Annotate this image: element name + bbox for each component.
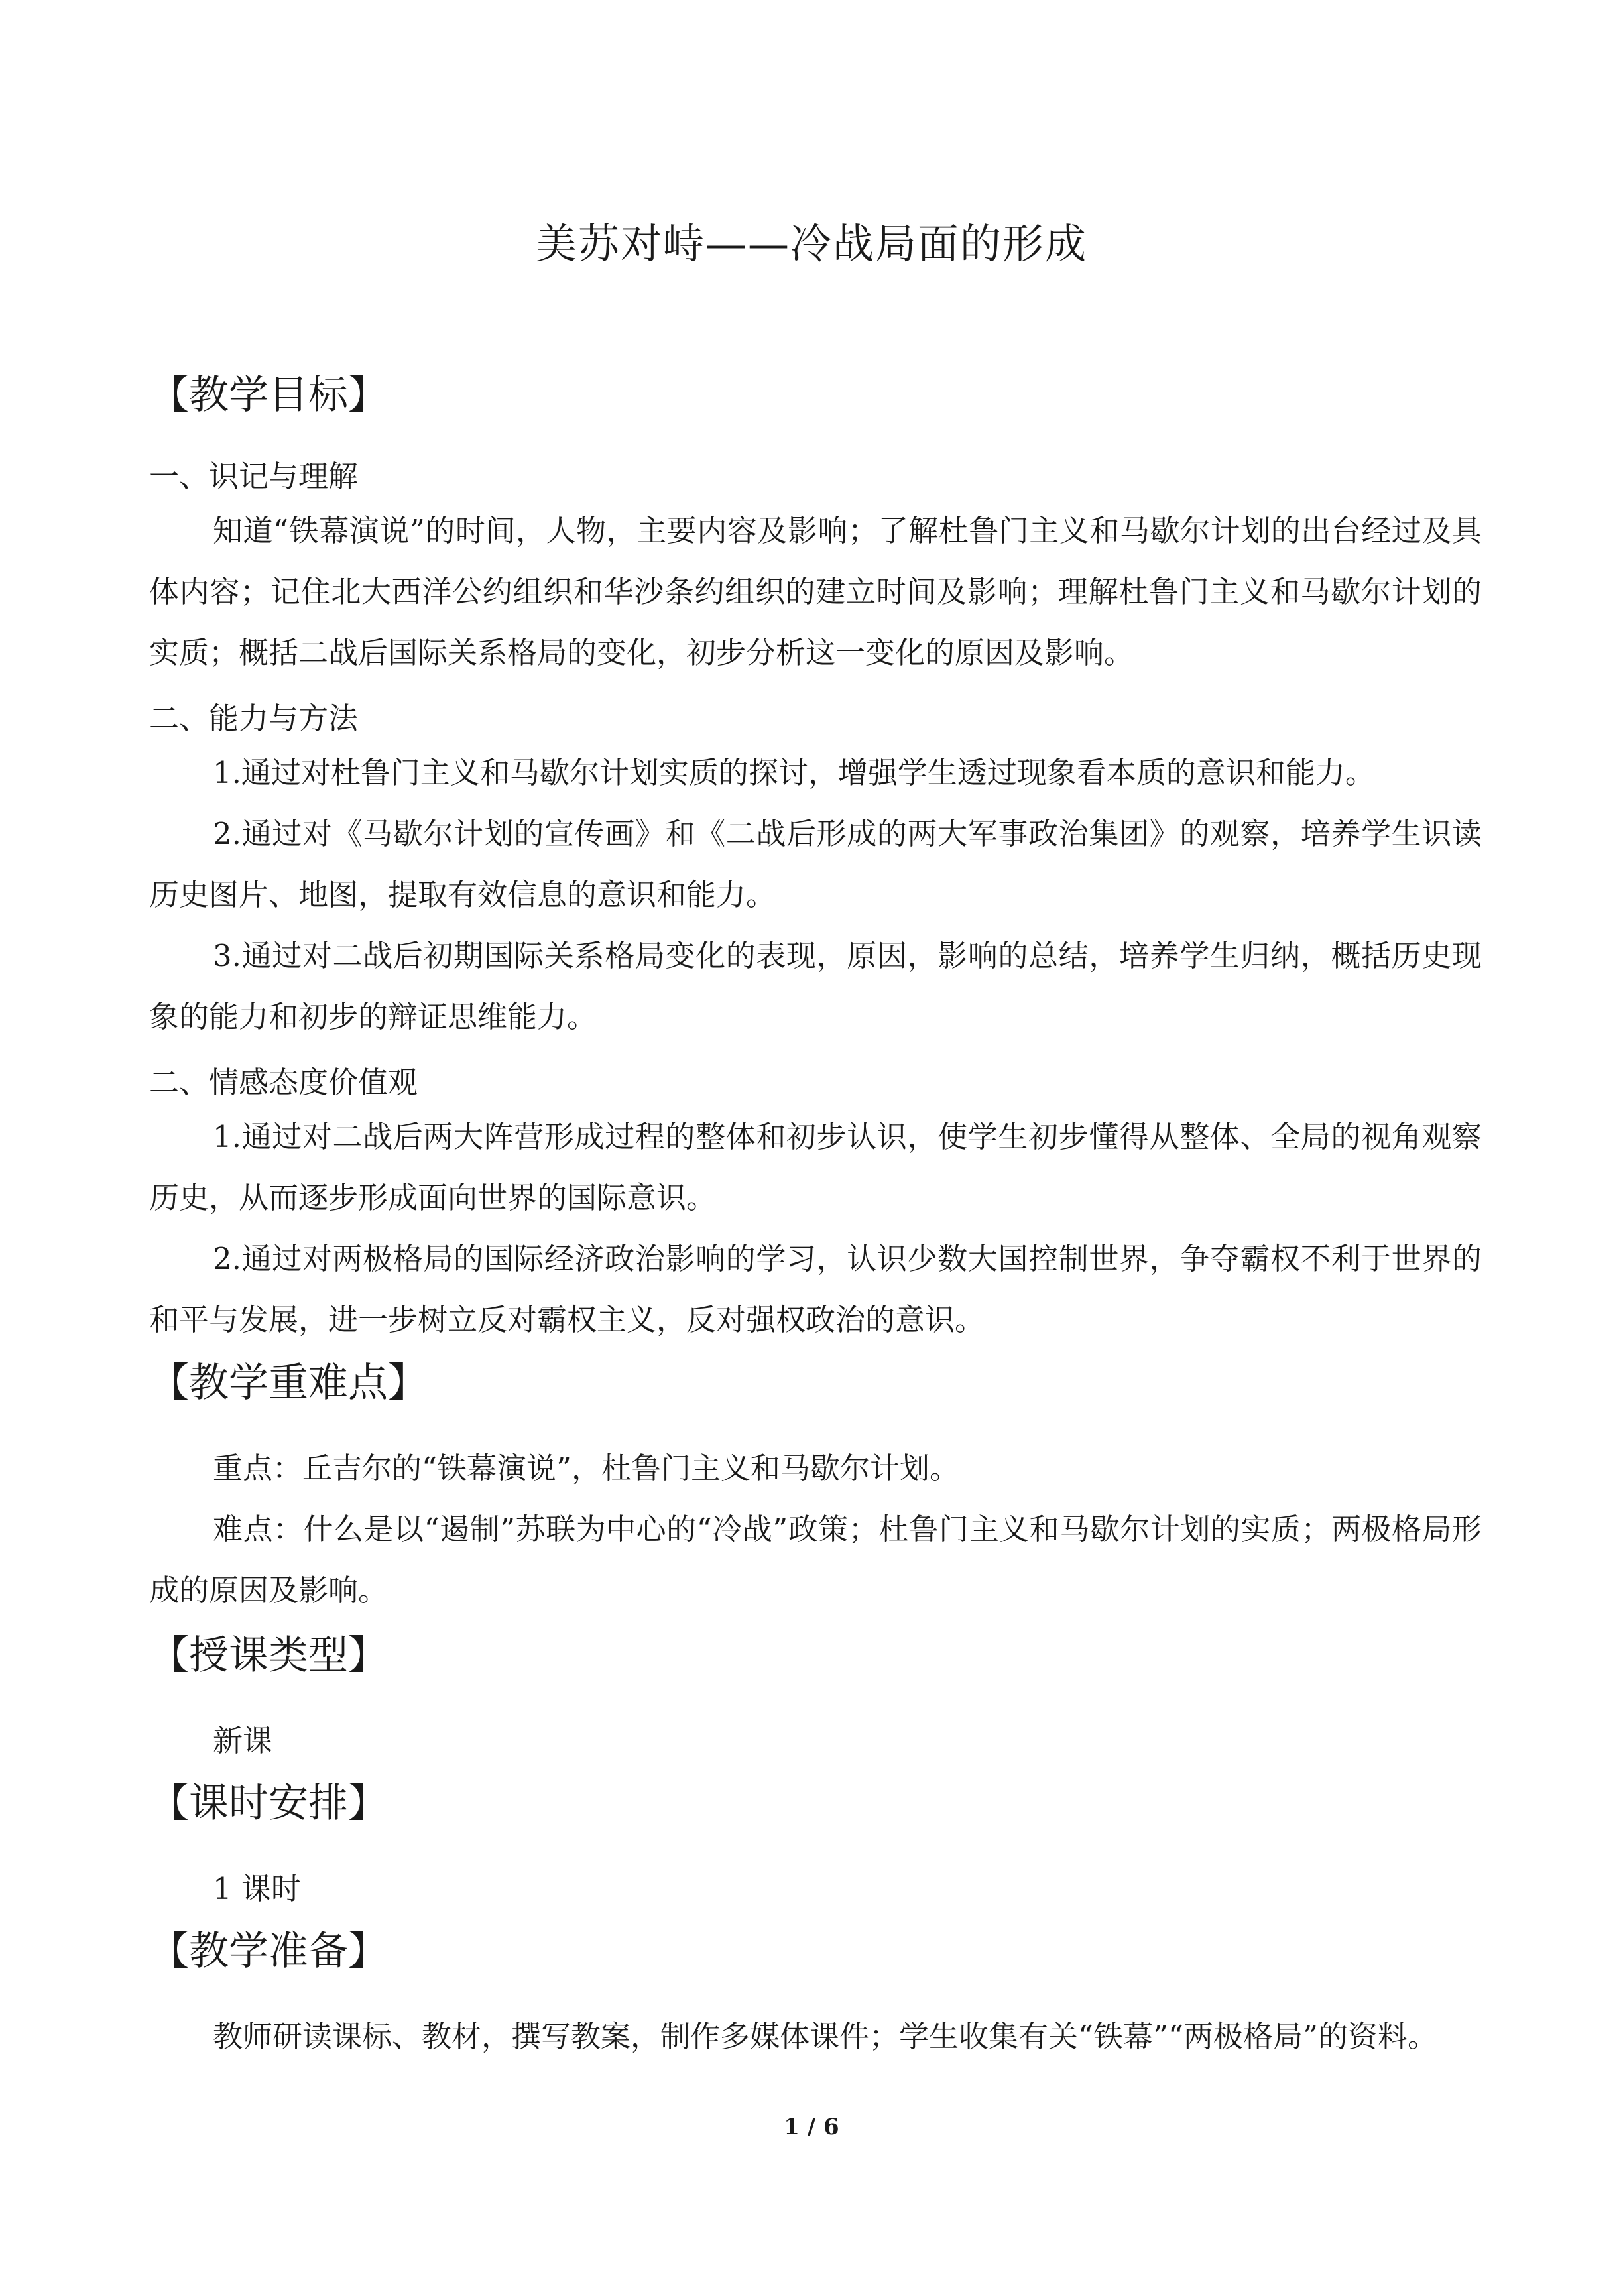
heading-objectives: 【教学目标】: [149, 372, 388, 418]
heading-keypoints: 【教学重难点】: [149, 1360, 428, 1406]
paragraph-schedule: 1 课时: [213, 1871, 301, 1906]
page-number: 1 / 6: [784, 2114, 839, 2140]
paragraph-key: 重点：丘吉尔的“铁幕演说”，杜鲁门主义和马歇尔计划。: [213, 1451, 960, 1486]
subheading-ability: 二、能力与方法: [149, 701, 359, 736]
paragraph-ability-2: 2.通过对《马歇尔计划的宣传画》和《二战后形成的两大军事政治集团》的观察，培养学生识读历史图片、地图，提取有效信息的意识和能力。: [149, 816, 1482, 912]
paragraph-lesson-type: 新课: [213, 1723, 273, 1758]
paragraph-ability-1: 1.通过对杜鲁门主义和马歇尔计划实质的探讨，增强学生透过现象看本质的意识和能力。: [213, 755, 1375, 790]
page-title: 美苏对峙——冷战局面的形成: [535, 219, 1087, 268]
paragraph-recall: 知道“铁幕演说”的时间，人物，主要内容及影响；了解杜鲁门主义和马歇尔计划的出台经过及具体内容；记住北大西洋公约组织和华沙条约组织的建立时间及影响；理解杜鲁门主义和马歇尔计划的实质；概括二战后国际关系格局的变化，初步分析这一变化的原因及影响。: [149, 513, 1482, 670]
paragraph-values-1: 1.通过对二战后两大阵营形成过程的整体和初步认识，使学生初步懂得从整体、全局的视角观察历史，从而逐步形成面向世界的国际意识。: [149, 1119, 1482, 1215]
subheading-values: 二、情感态度价值观: [149, 1065, 418, 1100]
paragraph-values-2: 2.通过对两极格局的国际经济政治影响的学习，认识少数大国控制世界，争夺霸权不利于世界的和平与发展，进一步树立反对霸权主义，反对强权政治的意识。: [149, 1241, 1482, 1337]
paragraph-difficult: 难点：什么是以“遏制”苏联为中心的“冷战”政策；杜鲁门主义和马歇尔计划的实质；两极格局形成的原因及影响。: [149, 1512, 1482, 1608]
paragraph-preparation: 教师研读课标、教材，撰写教案，制作多媒体课件；学生收集有关“铁幕”“两极格局”的资料。: [213, 2019, 1438, 2054]
heading-schedule: 【课时安排】: [149, 1780, 388, 1827]
paragraph-ability-3: 3.通过对二战后初期国际关系格局变化的表现，原因，影响的总结，培养学生归纳，概括历史现象的能力和初步的辩证思维能力。: [149, 938, 1482, 1034]
heading-lesson-type: 【授课类型】: [149, 1632, 388, 1679]
heading-preparation: 【教学准备】: [149, 1928, 388, 1974]
subheading-recall: 一、识记与理解: [149, 459, 359, 494]
